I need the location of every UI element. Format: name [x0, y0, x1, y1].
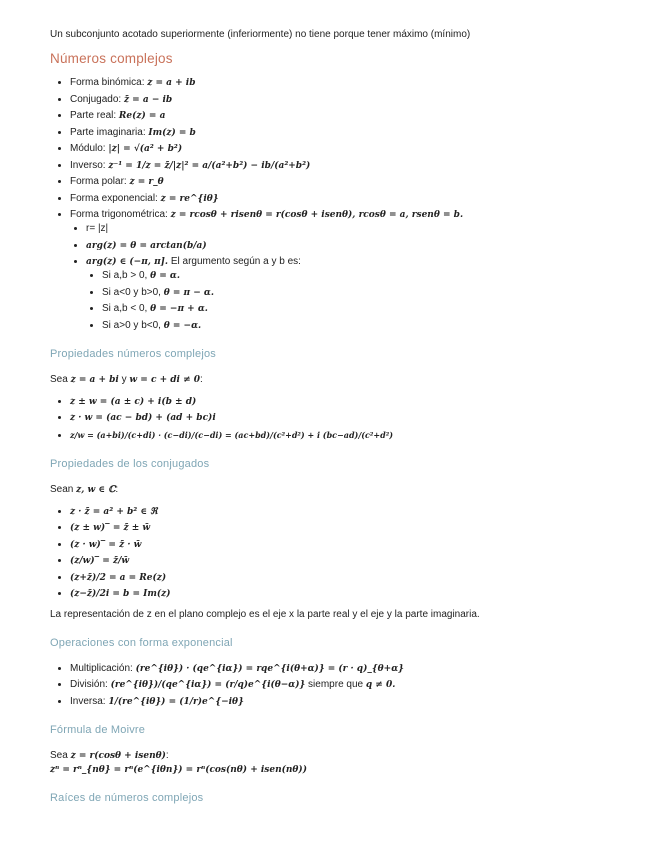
item-formula: z = rcosθ + risenθ = r(cosθ + isenθ), rcosθ = a, rsenθ = b.	[170, 210, 464, 220]
list-item	[70, 521, 610, 535]
exp-list	[50, 662, 610, 709]
list-item: • r= |z|	[86, 222, 610, 236]
prop-intro	[50, 373, 610, 387]
item-formula: z = a + bi	[70, 374, 119, 385]
argument-cases-list	[86, 269, 610, 333]
list-item	[70, 428, 610, 443]
item-formula: (re^{iθ})/(qe^{iα}) = (r/q)e^{i(θ−α)}	[110, 680, 306, 690]
item-formula: q ≠ 0.	[365, 680, 396, 690]
item-label: Inversa:	[70, 695, 109, 707]
item-label: Si a,b > 0,	[102, 270, 151, 281]
document-page	[50, 28, 610, 817]
item-formula: |z| = √(a² + b²)	[108, 144, 183, 154]
item-formula: z = r_θ	[129, 177, 164, 187]
item-formula: (z/w)‾ = z̄/w̄	[70, 556, 130, 566]
section-title-numeros-complejos: Números complejos	[50, 51, 173, 66]
item-formula: z · z̄ = a² + b² ∈ ℜ	[70, 506, 158, 517]
item-formula: (z · w)‾ = z̄ · w̄	[70, 539, 142, 550]
item-label: Si a,b < 0,	[102, 303, 151, 314]
item-label: Parte real:	[70, 110, 119, 121]
section-title-conjugados: Propiedades de los conjugados	[50, 457, 210, 470]
item-formula: θ = −α.	[163, 320, 202, 331]
item-formula: arg(z) ∈ (−π, π].	[86, 257, 169, 267]
list-item	[70, 109, 610, 123]
list-item	[70, 76, 610, 90]
item-label: Forma trigonométrica:	[70, 209, 171, 220]
plane-text: La representación de z en el plano complejo es el eje x la parte real y el eje y la parte imaginaria.	[50, 608, 480, 620]
item-formula: θ = −π + α.	[150, 304, 208, 314]
section-title-moivre: Fórmula de Moivre	[50, 723, 146, 736]
item-formula: Re(z) = a	[118, 111, 166, 121]
list-item	[102, 319, 610, 333]
list-item	[70, 538, 610, 552]
intro-label: :	[165, 749, 169, 761]
list-item	[70, 662, 610, 676]
section-title-propiedades: Propiedades números complejos	[50, 347, 216, 360]
item-label: Forma exponencial:	[70, 192, 161, 204]
list-item	[102, 302, 610, 316]
moivre-line-1	[50, 749, 610, 763]
item-formula: (z−z̄)/2i = b = Im(z)	[70, 589, 171, 599]
list-item	[70, 395, 610, 409]
intro-label: :	[115, 483, 119, 495]
item-label: Conjugado:	[70, 93, 124, 105]
list-item	[70, 126, 610, 140]
item-label: Forma polar:	[70, 176, 130, 187]
intro-label: Sea	[50, 373, 71, 385]
list-item	[70, 554, 610, 568]
item-label: Módulo:	[70, 143, 109, 154]
item-label: Si a<0 y b>0,	[102, 286, 164, 298]
forms-list	[50, 76, 610, 333]
item-label: División:	[70, 679, 111, 690]
item-formula: arg(z) = θ = arctan(b/a)	[86, 240, 207, 251]
item-formula: z = a + ib	[147, 78, 196, 88]
list-item	[70, 571, 610, 585]
intro-text: Un subconjunto acotado superiormente (inferiormente) no tiene porque tener máximo (mínimo)	[50, 29, 471, 40]
item-formula: (z ± w)‾ = z̄ ± w̄	[70, 523, 151, 533]
item-formula: θ = α.	[150, 271, 180, 281]
item-formula: z, w ∈ ℂ	[76, 484, 116, 495]
moivre-line-2	[50, 763, 610, 777]
list-item	[70, 208, 610, 333]
list-item	[70, 159, 610, 173]
item-formula: 1/(re^{iθ}) = (1/r)e^{−iθ}	[108, 696, 244, 707]
list-item	[70, 695, 610, 709]
item-label: Multiplicación:	[70, 662, 136, 674]
conj-intro	[50, 483, 610, 497]
item-formula: zⁿ = rⁿ_{nθ} = rⁿ(e^{iθn}) = rⁿ(cos(nθ) + isen(nθ))	[50, 764, 307, 775]
prop-list	[50, 395, 610, 443]
list-item	[70, 505, 610, 519]
intro-label: Sean	[50, 483, 77, 495]
trig-sublist	[70, 222, 610, 333]
intro-label: Sea	[50, 749, 71, 761]
list-item	[102, 286, 610, 300]
list-item	[70, 678, 610, 692]
item-formula: (re^{iθ}) · (qe^{iα}) = rqe^{i(θ+α)} = (r · q)_{θ+α}	[135, 663, 404, 674]
section-title-raices: Raíces de números complejos	[50, 791, 204, 804]
item-formula: w = c + di ≠ 0	[129, 374, 201, 385]
conj-list	[50, 505, 610, 602]
item-label: Parte imaginaria:	[70, 126, 149, 138]
intro-label: y	[118, 373, 130, 385]
item-label: El argumento según a y b es:	[168, 256, 301, 267]
item-label: siempre que	[305, 679, 366, 690]
list-item	[70, 587, 610, 601]
item-formula: z̄ = a − ib	[123, 94, 173, 105]
item-formula: Im(z) = b	[148, 127, 196, 138]
item-label: Forma binómica:	[70, 77, 148, 88]
list-item	[102, 269, 610, 283]
item-formula: z · w = (ac − bd) + (ad + bc)i	[70, 413, 216, 423]
item-formula: z ± w = (a ± c) + i(b ± d)	[70, 396, 197, 407]
item-label: Inverso:	[70, 159, 109, 171]
item-formula: z⁻¹ = 1/z = z̄/|z|² = a/(a²+b²) − ib/(a²+b²)	[108, 160, 311, 171]
item-formula: z = r(cosθ + isenθ)	[70, 750, 166, 761]
item-formula: θ = π − α.	[163, 287, 214, 298]
list-item	[86, 255, 610, 333]
item-formula: z = re^{iθ}	[160, 193, 219, 204]
list-item	[86, 239, 610, 253]
list-item	[70, 175, 610, 189]
intro-label: :	[200, 373, 203, 385]
item-formula: (z+z̄)/2 = a = Re(z)	[70, 572, 167, 583]
list-item	[70, 192, 610, 206]
list-item	[70, 411, 610, 425]
list-item	[70, 93, 610, 107]
item-label: Si a>0 y b<0,	[102, 319, 164, 331]
list-item	[70, 142, 610, 156]
section-title-exponencial: Operaciones con forma exponencial	[50, 636, 233, 649]
item-formula: z/w = (a+bi)/(c+di) · (c−di)/(c−di) = (ac+bd)/(c²+d²) + i (bc−ad)/(c²+d²)	[70, 429, 393, 440]
